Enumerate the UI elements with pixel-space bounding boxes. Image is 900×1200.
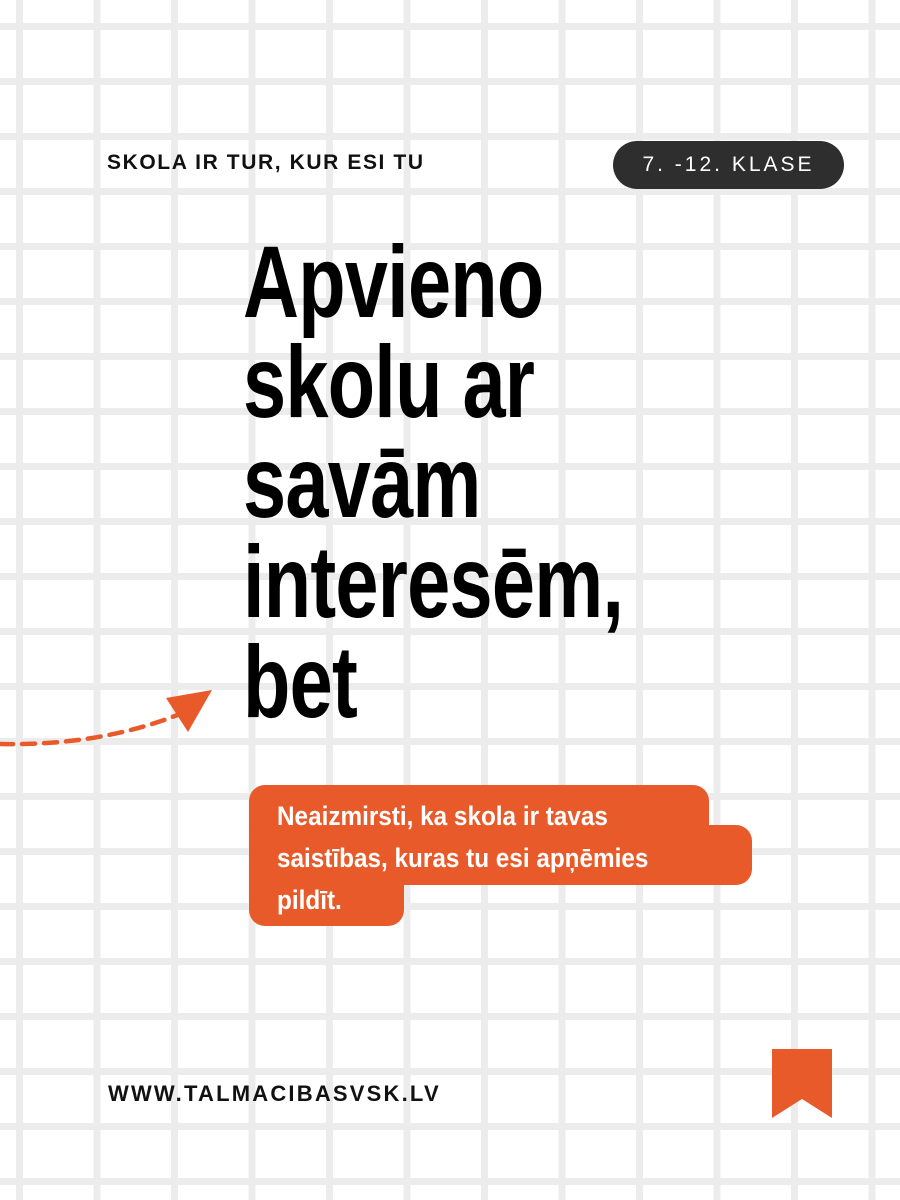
callout-text bbox=[277, 795, 700, 921]
headline bbox=[243, 225, 669, 739]
headline-line: Apvieno bbox=[243, 225, 544, 339]
dashed-arrow-icon bbox=[0, 684, 220, 754]
callout-line: saistības, kuras tu esi apņēmies bbox=[277, 843, 649, 873]
bookmark-icon bbox=[772, 1049, 832, 1119]
grade-badge: 7. -12. KLASE bbox=[613, 141, 844, 189]
website-url: WWW.TALMACIBASVSK.LV bbox=[108, 1081, 441, 1106]
callout-line: pildīt. bbox=[277, 885, 342, 915]
callout-line: Neaizmirsti, ka skola ir tavas bbox=[277, 801, 608, 831]
headline-line: bet bbox=[243, 625, 357, 739]
headline-line: skolu ar bbox=[243, 325, 535, 439]
tagline: SKOLA IR TUR, KUR ESI TU bbox=[107, 151, 425, 174]
headline-line: savām bbox=[243, 425, 481, 539]
headline-line: interesēm, bbox=[243, 525, 624, 639]
